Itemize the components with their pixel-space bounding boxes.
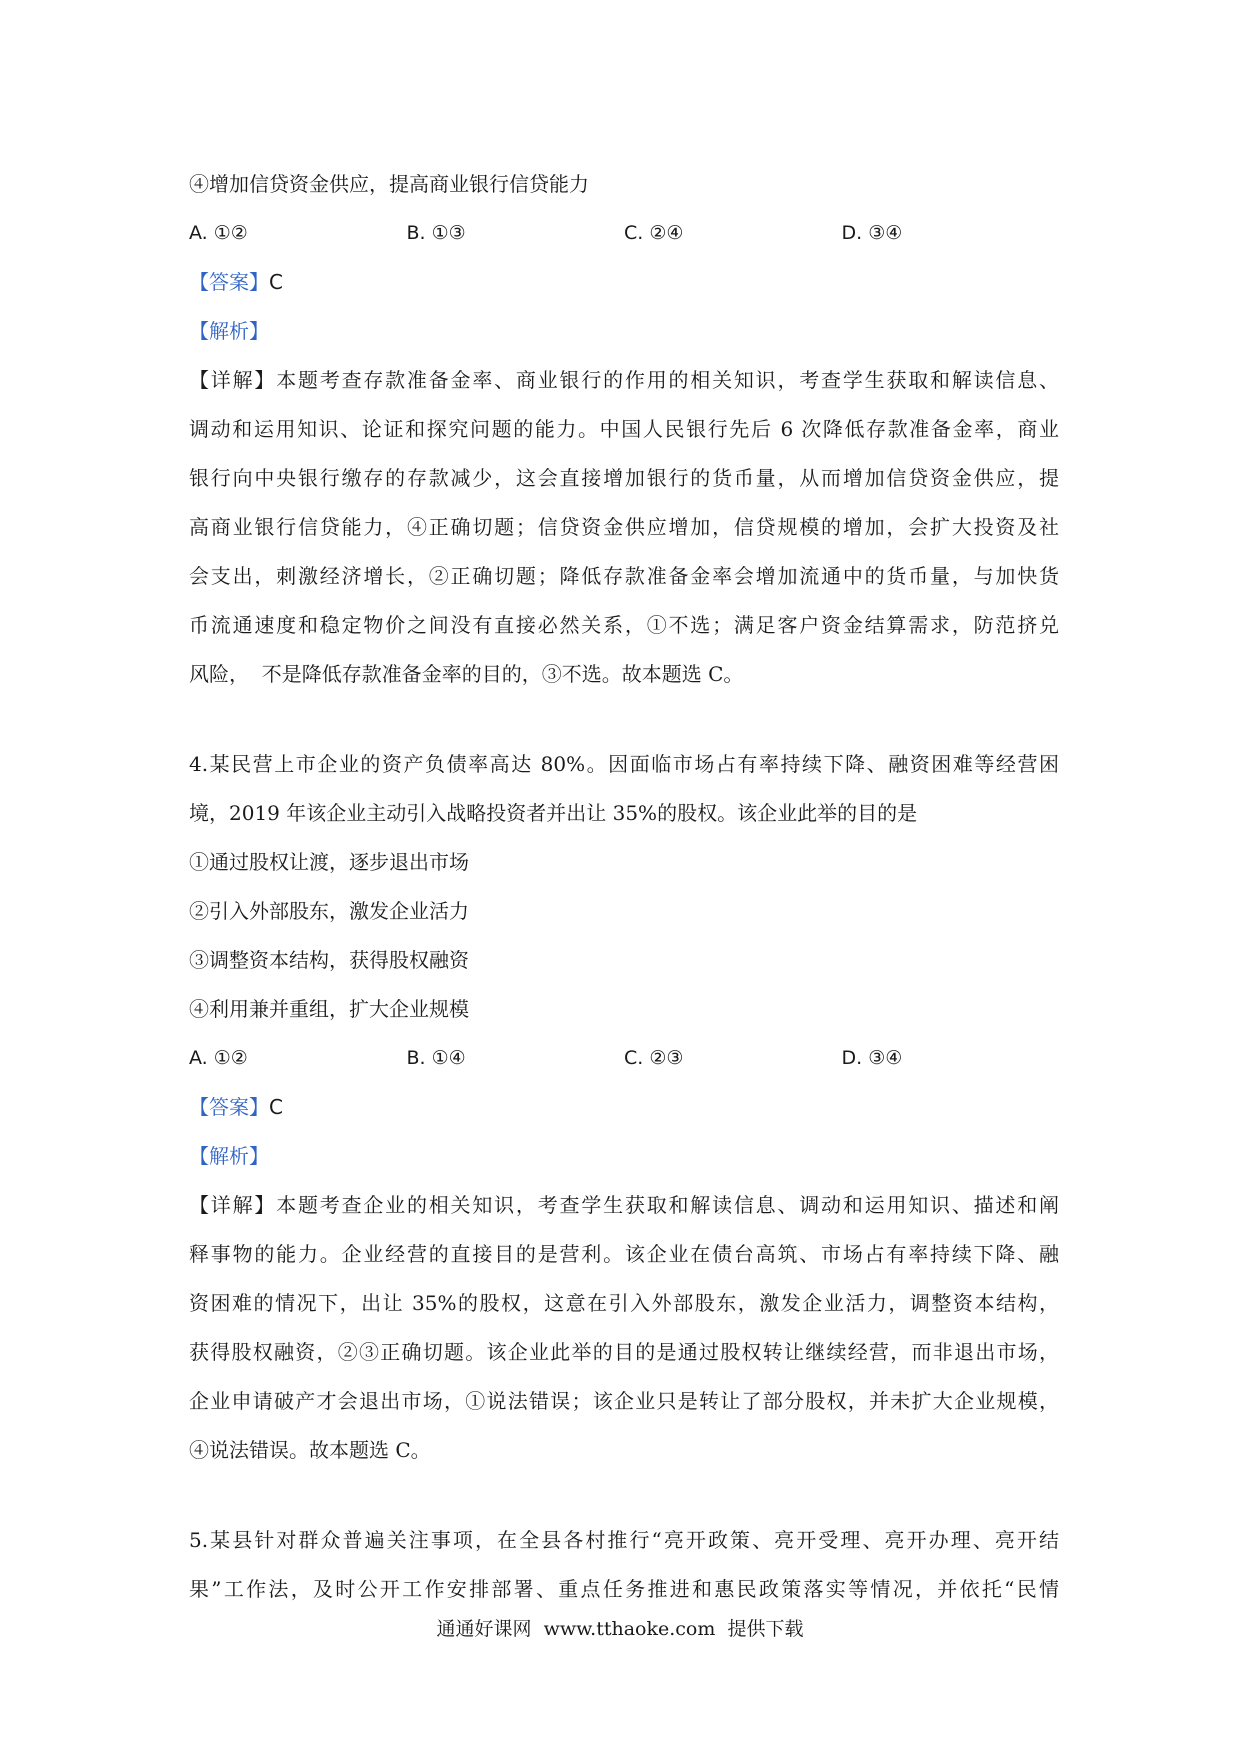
q3-analysis <box>189 307 1059 356</box>
q4-choice-b: B. ①④ <box>406 1047 466 1069</box>
q4-detail-line <box>189 1181 1059 1230</box>
q3-answer <box>189 258 1059 307</box>
q4-stem-line: 4.某民营上市企业的资产负债率高达 80%。因面临市场占有率持续下降、融资困难等经营困 <box>189 752 1059 776</box>
q3-detail-line: 风险， 不是降低存款准备金率的目的，③不选。故本题选 C。 <box>189 662 744 686</box>
page-footer: 通通好课网 www.tthaoke.com 提供下载 <box>436 1618 804 1640</box>
content <box>189 160 1059 1614</box>
q3-choices <box>189 209 1059 258</box>
spacer <box>189 1475 1059 1516</box>
answer-value: C <box>269 1095 283 1119</box>
q4-detail-line: 释事物的能力。企业经营的直接目的是营利。该企业在债台高筑、市场占有率持续下降、融 <box>189 1242 1059 1266</box>
q3-detail-line: 币流通速度和稳定物价之间没有直接必然关系，①不选；满足客户资金结算需求，防范挤兑 <box>189 613 1059 637</box>
q3-choice-c: C. ②④ <box>624 222 684 244</box>
q4-stem-line: 境，2019 年该企业主动引入战略投资者并出让 35%的股权。该企业此举的目的是 <box>189 801 918 825</box>
answer-tag: 【答案】 <box>189 270 269 294</box>
q4-answer <box>189 1083 1059 1132</box>
q4-option-3: ③调整资本结构，获得股权融资 <box>189 948 469 972</box>
q4-choice-a: A. ①② <box>189 1047 248 1069</box>
detail-tag: 【详解】 <box>189 1193 277 1217</box>
q5-stem-line: 5.某县针对群众普遍关注事项，在全县各村推行“亮开政策、亮开受理、亮开办理、亮开结 <box>189 1528 1059 1552</box>
q3-detail-line: 会支出，刺激经济增长，②正确切题；降低存款准备金率会增加流通中的货币量，与加快货 <box>189 564 1059 588</box>
q4-detail-line: 获得股权融资，②③正确切题。该企业此举的目的是通过股权转让继续经营，而非退出市场， <box>189 1340 1059 1364</box>
q4-analysis <box>189 1132 1059 1181</box>
spacer <box>189 699 1059 740</box>
analysis-tag: 【解析】 <box>189 319 269 343</box>
q3-detail-line: 调动和运用知识、论证和探究问题的能力。中国人民银行先后 6 次降低存款准备金率，商业 <box>189 417 1059 441</box>
detail-text: 本题考查存款准备金率、商业银行的作用的相关知识，考查学生获取和解读信息、 <box>276 368 1060 392</box>
q3-detail-line <box>189 356 1059 405</box>
analysis-tag: 【解析】 <box>189 1144 269 1168</box>
q4-detail-line: 企业申请破产才会退出市场，①说法错误；该企业只是转让了部分股权，并未扩大企业规模， <box>189 1389 1059 1413</box>
q3-choice-a: A. ①② <box>189 222 248 244</box>
q4-option-1: ①通过股权让渡，逐步退出市场 <box>189 850 469 874</box>
q3-choice-d: D. ③④ <box>841 222 903 244</box>
q3-detail-line: 高商业银行信贷能力，④正确切题；信贷资金供应增加，信贷规模的增加，会扩大投资及社 <box>189 515 1059 539</box>
detail-tag: 【详解】 <box>189 368 277 392</box>
q5-stem <box>189 1516 1059 1614</box>
q3-detail <box>189 356 1059 699</box>
detail-text: 本题考查企业的相关知识，考查学生获取和解读信息、调动和运用知识、描述和阐 <box>276 1193 1060 1217</box>
q4-choices <box>189 1034 1059 1083</box>
q4-option-2: ②引入外部股东，激发企业活力 <box>189 899 469 923</box>
q4-detail-line: ④说法错误。故本题选 C。 <box>189 1438 431 1462</box>
q3-choice-b: B. ①③ <box>406 222 466 244</box>
q4-option-4: ④利用兼并重组，扩大企业规模 <box>189 997 469 1021</box>
q4-stem <box>189 740 1059 838</box>
q5-stem-line: 果”工作法，及时公开工作安排部署、重点任务推进和惠民政策落实等情况，并依托“民情 <box>189 1577 1059 1601</box>
q3-detail-line: 银行向中央银行缴存的存款减少，这会直接增加银行的货币量，从而增加信贷资金供应，提 <box>189 466 1059 490</box>
q4-choice-c: C. ②③ <box>624 1047 684 1069</box>
q4-choice-d: D. ③④ <box>841 1047 903 1069</box>
answer-tag: 【答案】 <box>189 1095 269 1119</box>
q4-detail <box>189 1181 1059 1475</box>
q4-detail-line: 资困难的情况下，出让 35%的股权，这意在引入外部股东，激发企业活力，调整资本结构， <box>189 1291 1059 1315</box>
answer-value: C <box>269 270 283 294</box>
q3-option-4: ④增加信贷资金供应，提高商业银行信贷能力 <box>189 172 589 196</box>
